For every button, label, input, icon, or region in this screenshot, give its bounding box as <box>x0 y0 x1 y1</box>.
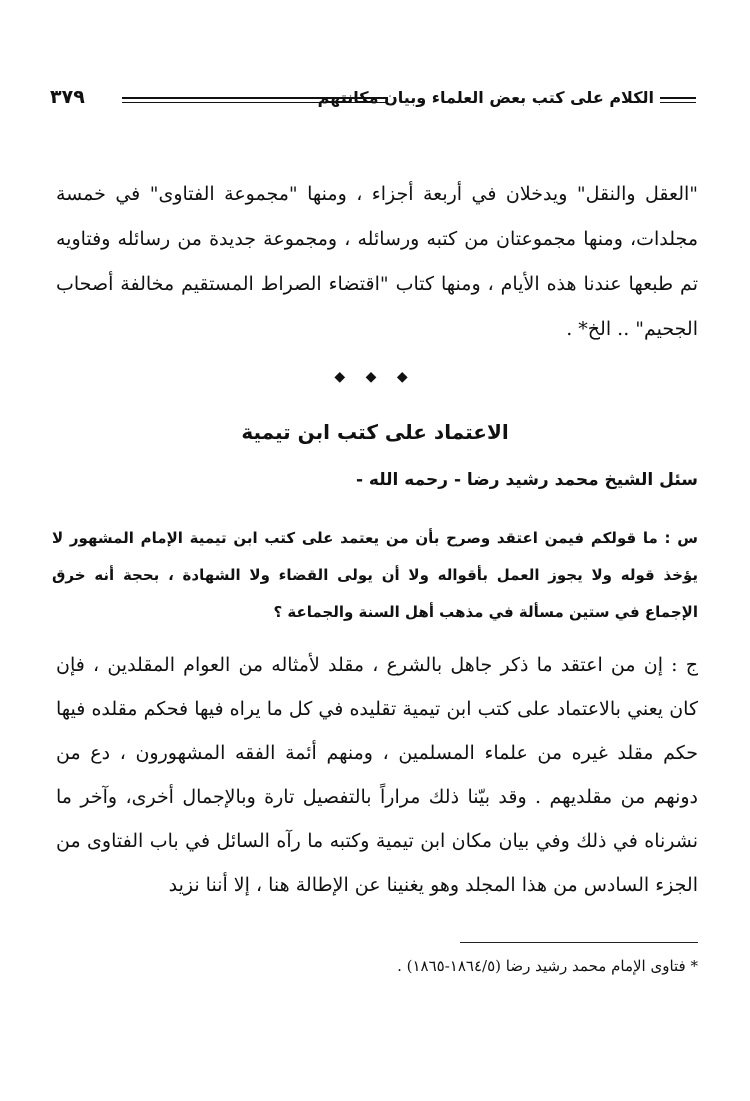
section-title: الاعتماد على كتب ابن تيمية <box>241 420 509 444</box>
header-title: الكلام على كتب بعض العلماء وبيان مكانتهم <box>317 88 654 107</box>
asker-line: سئل الشيخ محمد رشيد رضا - رحمه الله - <box>355 470 698 490</box>
paragraph-1: "العقل والنقل" ويدخلان في أربعة أجزاء ، ومنها "مجموعة الفتاوى" في خمسة مجلدات، ومنها مجموعتان من كتبه ورسائله ، ومجموعة جديدة من رسائله وفتاويه تم طبعها عندنا هذه الأيام ، ومنها كتاب "اقتضاء الصراط المستقيم مخالفة أصحاب الجحيم" .. الخ* . <box>56 183 698 340</box>
ornament-divider: ◆ ◆ ◆ <box>334 369 416 385</box>
answer-paragraph: ج : إن من اعتقد ما ذكر جاهل بالشرع ، مقلد لأمثاله من العوام المقلدين ، فإن كان يعني بالاعتماد على كتب ابن تيمية تقليده في كل ما يراه فيها فحكم مقلده فيها حكم مقلد غيره من علماء المسلمين ، ومنهم أئمة الفقه المشهورون ، دع من دونهم من مقلديهم . وقد بيّنا ذلك مراراً بالتفصيل تارة وبالإجمال أخرى، وآخر ما نشرناه في ذلك وفي بيان مكان ابن تيمية وكتبه ما رآه السائل في باب الفتاوى من الجزء السادس من هذا المجلد وهو يغنينا عن الإطالة هنا ، إلا أننا نزيد <box>56 654 698 896</box>
page-number: ٣٧٩ <box>50 86 85 108</box>
footnote-rule <box>460 942 698 943</box>
footnote: * فتاوى الإمام محمد رشيد رضا (١٨٦٤/٥-١٨٦٥) . <box>397 957 698 975</box>
header-rule-left <box>122 97 388 103</box>
question-paragraph: س : ما قولكم فيمن اعتقد وصرح بأن من يعتمد على كتب ابن تيمية الإمام المشهور لا يؤخذ قوله ولا يجوز العمل بأقواله ولا أن يولى القضاء ولا الشهادة ، بحجة أنه خرق الإجماع في ستين مسألة في مذهب أهل السنة والجماعة ؟ <box>52 529 698 621</box>
running-header <box>44 86 706 116</box>
header-rule-right <box>660 97 696 103</box>
